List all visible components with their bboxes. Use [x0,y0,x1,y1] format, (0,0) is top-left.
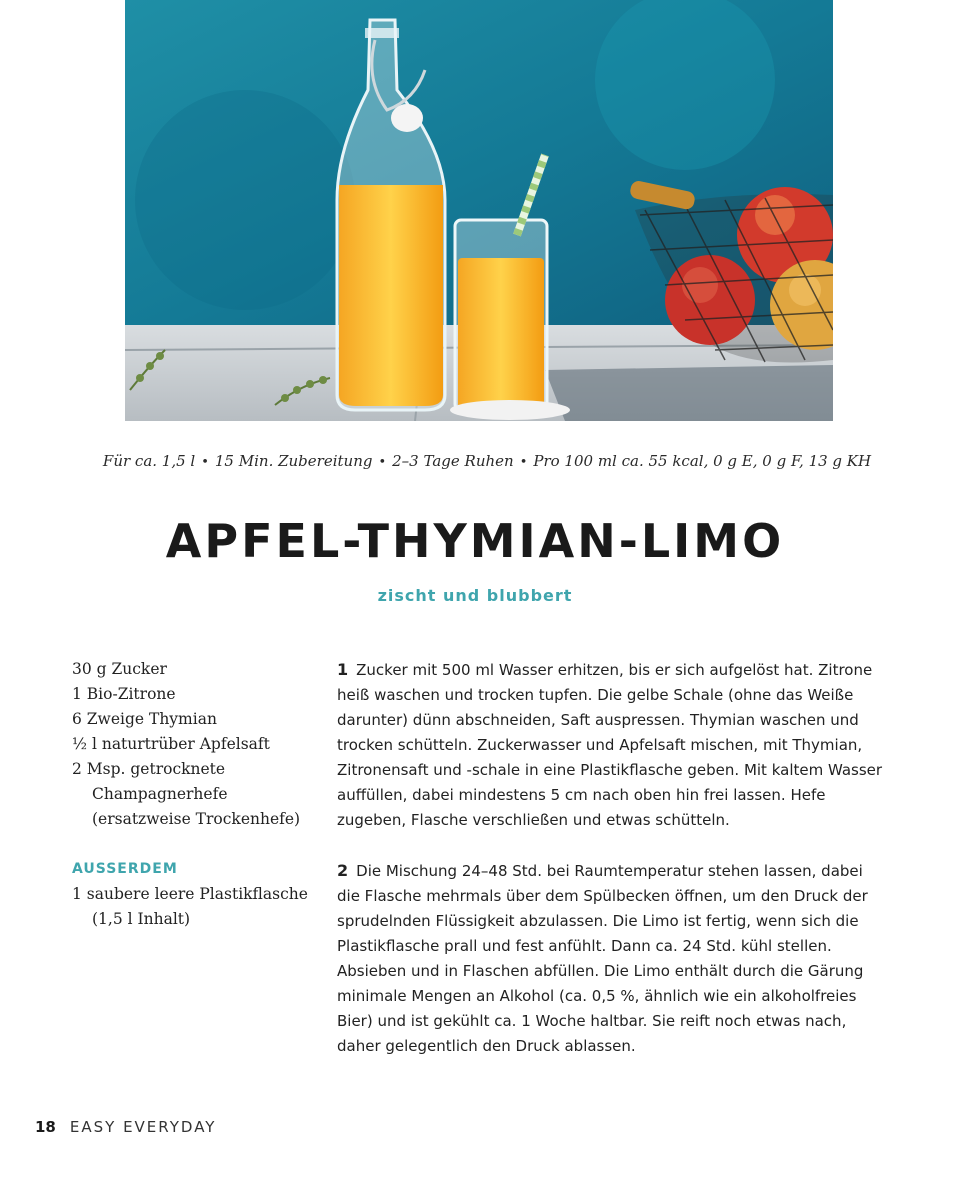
step-text: Die Mischung 24–48 Std. bei Raumtemperatur stehen lassen, dabei die Flasche mehrmals über dem Spülbecken öffnen, um den Druck der sprudelnden Flüssigkeit abzulassen. Die Limo ist fertig, wenn sich die Plastikflasche prall und fest anfühlt. Dann ca. 24 Std. kühl stellen. Absieben und in Flaschen abfüllen. Die Limo enthält durch die Gärung minimale Mengen an Alkohol (ca. 0,5 %, ähnlich wie ein alkoholfreies Bier) und ist gekühlt ca. 1 Woche haltbar. Sie reift noch etwas nach, daher gelegentlich den Druck ablassen. [337,862,868,1055]
separator-dot: • [201,455,209,470]
extra-list [72,882,322,932]
ingredient-item: 1 Bio-Zitrone [72,685,176,703]
nutrition-info: Pro 100 ml ca. 55 kcal, 0 g E, 0 g F, 13 g KH [533,452,872,470]
recipe-title: APFEL-THYMIAN-LIMO [165,514,785,568]
step-number: 2 [337,861,349,880]
separator-dot: • [378,455,387,470]
book-title: EASY EVERYDAY [69,1118,217,1136]
step [337,657,887,833]
ingredient-item: 30 g Zucker [72,660,167,678]
extra-heading: AUSSERDEM [72,861,178,877]
ingredient-item: 6 Zweige Thymian [72,710,217,728]
step-number: 1 [337,660,349,679]
recipe-meta [0,452,974,470]
ingredient-item: ½ l naturtrüber Apfelsaft [72,735,270,753]
recipe-photo [125,0,833,421]
extra-item: 1 saubere leere Plastikflasche (1,5 l Inhalt) [72,885,308,928]
ingredient-list [72,657,322,832]
step [337,858,887,1059]
separator-dot: • [519,455,528,470]
page-footer [35,1118,216,1136]
prep-time: 15 Min. Zubereitung [214,452,373,470]
step-text: Zucker mit 500 ml Wasser erhitzen, bis er sich aufgelöst hat. Zitrone heiß waschen und trocken tupfen. Die gelbe Schale (ohne das Weiße darunter) dünn abschneiden, Saft auspressen. Thymian waschen und trocken schütteln. Zuckerwasser und Apfelsaft mischen, mit Thymian, Zitronensaft und -schale in eine Plastikflasche geben. Mit kaltem Wasser auffüllen, dabei mindestens 5 cm nach oben hin frei lassen. Hefe zugeben, Flasche verschließen und etwas schütteln. [337,661,883,829]
ingredient-item: 2 Msp. getrocknete Champagnerhefe (ersatzweise Trockenhefe) [72,760,301,828]
ingredients-column [72,657,322,932]
yield-info: Für ca. 1,5 l [102,452,196,470]
page-number: 18 [35,1118,56,1136]
rest-time: 2–3 Tage Ruhen [392,452,514,470]
recipe-subtitle: zischt und blubbert [377,586,573,605]
instructions-column [337,657,887,1084]
